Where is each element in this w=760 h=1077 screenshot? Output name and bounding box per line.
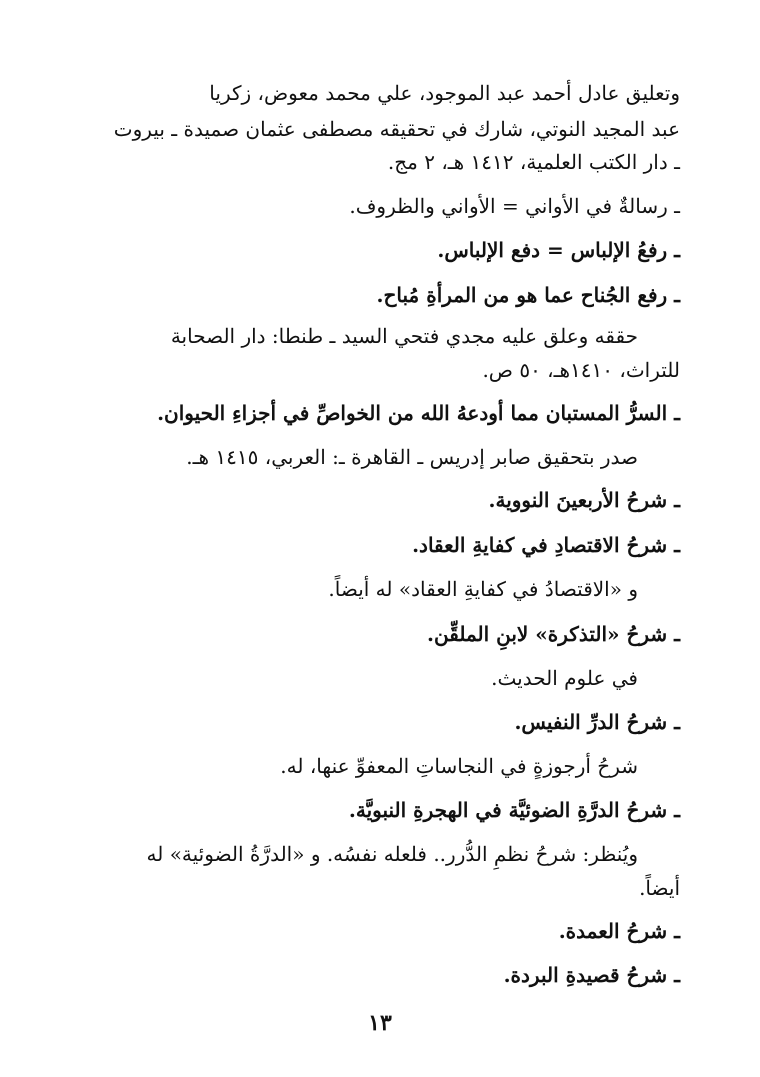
note-durr-nafis: شرحُ أرجوزةٍ في النجاساتِ المعفوِّ عنها، له.	[280, 754, 638, 778]
entry-raf-ilbas: ـ رفعُ الإلباس = دفع الإلباس.	[437, 238, 680, 262]
note-raf-junah-2: للتراث، ١٤١٠هـ، ٥٠ ص.	[482, 358, 680, 382]
note-durra-dawiyya-1: ويُنظر: شرحُ نظمِ الدُّرر.. فلعله نفسُه. و «الدرَّةُ الضوئية» له	[146, 842, 638, 866]
entry-sharh-tadhkira: ـ شرحُ «التذكرة» لابنِ الملقِّن.	[427, 622, 680, 646]
note-tadhkira: في علوم الحديث.	[491, 666, 638, 690]
entry-sharh-umda: ـ شرحُ العمدة.	[558, 919, 680, 943]
text-line-1: وتعليق عادل أحمد عبد الموجود، علي محمد معوض، زكريا	[209, 81, 680, 105]
entry-sharh-arbaeen: ـ شرحُ الأربعينَ النووية.	[488, 488, 680, 512]
entry-sirr-mustaban: ـ السرُّ المستبان مما أودعهُ الله من الخواصِّ في أجزاءِ الحيوان.	[157, 401, 680, 425]
entry-sharh-durra-dawiyya: ـ شرحُ الدرَّةِ الضوئيَّة في الهجرةِ النبويَّة.	[348, 798, 680, 822]
entry-sharh-durr-nafis: ـ شرحُ الدرِّ النفيس.	[514, 710, 680, 734]
entry-risala-awani: ـ رسالةٌ في الأواني = الأواني والظروف.	[349, 194, 680, 218]
entry-sharh-iqtisad: ـ شرحُ الاقتصادِ في كفايةِ العقاد.	[412, 533, 680, 557]
note-raf-junah-1: حققه وعلق عليه مجدي فتحي السيد ـ طنطا: دار الصحابة	[170, 324, 638, 348]
entry-raf-junah: ـ رفع الجُناح عما هو من المرأةِ مُباح.	[376, 283, 680, 307]
entry-sharh-burda: ـ شرحُ قصيدةِ البردة.	[503, 963, 680, 987]
note-durra-dawiyya-2: أيضاً.	[639, 876, 680, 900]
note-sirr-mustaban: صدر بتحقيق صابر إدريس ـ القاهرة ـ: العربي، ١٤١٥ هـ.	[186, 445, 638, 469]
page-number: ١٣	[368, 1010, 392, 1036]
text-line-3: ـ دار الكتب العلمية، ١٤١٢ هـ، ٢ مج.	[387, 150, 680, 174]
text-line-2: عبد المجيد النوتي، شارك في تحقيقه مصطفى عثمان صميدة ـ بيروت	[113, 117, 680, 141]
note-iqtisad: و «الاقتصادُ في كفايةِ العقاد» له أيضاً.	[328, 577, 638, 601]
